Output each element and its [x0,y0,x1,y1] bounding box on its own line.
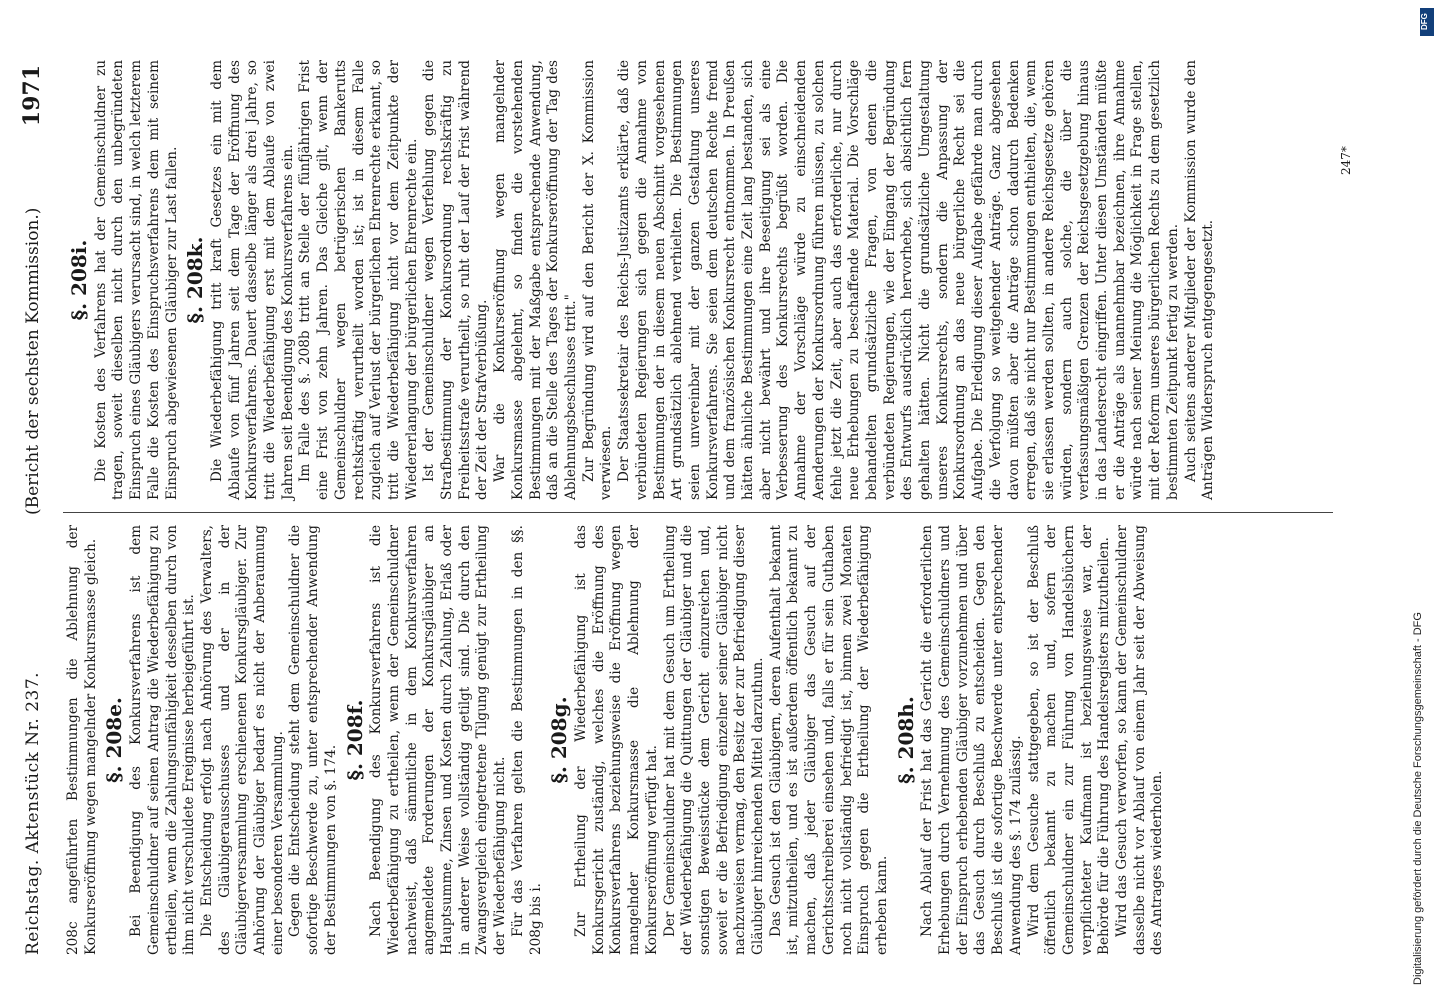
right-column [65,60,1218,500]
page-number: 1971 [19,65,45,127]
section-heading: §. 208k. [183,236,208,324]
paragraph: Zur Ertheilung der Wiederbefähigung ist das Konkursgericht zuständig, welches die Eröffnung des Konkursverfahrens beziehungsweise die Eröffnung wegen mangelnder Konkursmasse die Ablehnung der Konkurseröffnung verfügt hat. [572,525,660,955]
dfg-logo: DFG [1420,8,1434,36]
page-header [15,55,59,955]
column-divider [63,512,1333,513]
paragraph: Die Wiederbefähigung tritt kraft Gesetzes ein mit dem Ablaufe von fünf Jahren seit dem Tage der Eröffnung des Konkursverfahrens. Dauert dasselbe länger als drei Jahre, so tritt die Wiederbefähigung erst mit dem Ablaufe von zwei Jahren seit Beendigung des Konkursverfahrens ein. [208,60,296,500]
section-heading: §. 208g. [547,696,572,784]
section-heading: §. 208i. [67,239,91,321]
paragraph: Die Kosten des Verfahrens hat der Gemeinschuldner zu tragen, soweit dieselben nicht durch den unbegründeten Einspruch eines Gläubigers verursacht sind, in welch letzterem Falle die Kosten des Einspruchsverfahrens dem mit seinem Einspruch abgewiesenen Gläubiger zur Last fallen. [92,60,180,500]
header-left: Reichstag. Aktenstück Nr. 237. [23,671,43,955]
section-heading: §. 208e. [102,697,127,783]
paragraph: Gegen die Entscheidung steht dem Gemeinschuldner die sofortige Beschwerde zu, unter entsprechender Anwendung der Bestimmungen von §. 174. [287,525,339,955]
section-heading: §. 208f. [342,699,367,781]
paragraph: Zur Begründung wird auf den Bericht der X. Kommission verwiesen. [580,60,615,500]
paragraph: Nach Ablauf der Frist hat das Gericht die erforderlichen Erhebungen durch Vernehmung des Gemeinschuldners und der Einspruch erhebenden Gläubiger vorzunehmen und über das Gesuch durch Beschluß zu entscheiden. Gegen den Beschluß ist die sofortige Beschwerde unter entsprechender Anwendung des §. 174 zulässig. [919,525,1024,955]
paragraph: Auch seitens anderer Mitglieder der Kommission wurde den Anträgen Widerspruch entgegengesetzt. [1182,60,1217,500]
paragraph: Das Gesuch ist den Gläubigern, deren Aufenthalt bekannt ist, mitzutheilen, und es ist außerdem öffentlich bekannt zu machen, daß jeder Gläubiger das Gesuch auf der Gerichtsschreiberei einsehen und, falls er für sein Guthaben noch nicht vollständig befriedigt ist, binnen zwei Monaten Einspruch gegen die Ertheilung der Wiederbefähigung erheben kann. [767,525,890,955]
paragraph: Ist der Gemeinschuldner wegen Verfehlung gegen die Strafbestimmung der Konkursordnung rechtskräftig zu Freiheitsstrafe verurtheilt, so ruht der Lauf der Frist während der Zeit der Strafverbüßung. [421,60,491,500]
section-heading: §. 208h. [893,696,918,784]
paragraph: Für das Verfahren gelten die Bestimmungen in den §§. 208g bis i. [509,525,544,955]
paragraph: Im Falle des §. 208b tritt an Stelle der fünfjährigen Frist eine Frist von zehn Jahren. Das Gleiche gilt, wenn der Gemeinschuldner wegen betrügerischen Bankerutts rechtskräftig verurtheilt worden ist; ist in diesem Falle zugleich auf Verlust der bürgerlichen Ehrenrechte erkannt, so tritt die Wiederbefähigung nicht vor dem Zeitpunkte der Wiedererlangung der bürgerlichen Ehrenrechte ein. [297,60,420,500]
paragraph: Nach Beendigung des Konkursverfahrens ist die Wiederbefähigung zu ertheilen, wenn der Gemeinschuldner nachweist, daß sämmtliche in dem Konkursverfahren angemeldete Forderungen der Konkursgläubiger an Hauptsumme, Zinsen und Kosten durch Zahlung, Erlaß oder in anderer Weise vollständig getilgt sind. Die durch den Zwangsvergleich eingetretene Tilgung genügt zur Ertheilung der Wiederbefähigung nicht. [368,525,509,955]
paragraph: Der Staatssekretair des Reichs-Justizamts erklärte, daß die verbündeten Regierungen sich gegen die Annahme von Bestimmungen der in diesem neuen Abschnitt vorgesehenen Art grundsätzlich ablehnend verhielten. Die Bestimmungen seien unvereinbar mit der ganzen Gestaltung unseres Konkursverfahrens. Sie seien dem deutschen Rechte fremd und dem französischen Konkursrecht entnommen. In Preußen hätten ähnliche Bestimmungen eine Zeit lang bestanden, sich aber nicht bewährt und ihre Beseitigung sei als eine Verbesserung des Konkursrechts begrüßt worden. Die Annahme der Vorschläge würde zu einschneidenden Aenderungen der Konkursordnung führen müssen, zu solchen fehle jetzt die Zeit, aber auch das erforderliche, nur durch neue Erhebungen zu beschaffende Material. Die Vorschläge behandelten grundsätzliche Fragen, von denen die verbündeten Regierungen, wie der Eingang der Begründung des Entwurfs ausdrücklich hervorhebe, sich absichtlich fern gehalten hätten. Nicht die grundsätzliche Umgestaltung unseres Konkursrechts, sondern die Anpassung der Konkursordnung an das neue bürgerliche Recht sei die Aufgabe. Die Erledigung dieser Aufgabe gefährde man durch die Verfolgung so weitgehender Anträge. Ganz abgesehen davon müßten aber die Anträge schon dadurch Bedenken erregen, daß sie nicht nur Bestimmungen enthielten, die, wenn sie erlassen werden sollten, in andere Reichsgesetze gehören würden, sondern auch solche, die über die verfassungsmäßigen Grenzen der Reichsgesetzgebung hinaus in das Landesrecht eingriffen. Unter diesen Umständen müßte er die Anträge als unannehmbar bezeichnen, ihre Annahme würde nach seiner Meinung die Möglichkeit in Frage stellen, mit der Reform unseres bürgerlichen Rechts zu dem gesetzlich bestimmten Zeitpunkt fertig zu werden. [616,60,1181,500]
sidebar-credit: Digitalisierung gefördert durch die Deutsche Forschungsgemeinschaft - DFG [1412,612,1424,985]
header-center: (Bericht der sechsten Kommission.) [23,207,43,515]
paragraph: Der Gemeinschuldner hat mit dem Gesuch um Ertheilung der Wiederbefähigung die Quittungen der Gläubiger und die sonstigen Beweisstücke dem Gericht einzureichen und, soweit er die Befriedigung einzelner seiner Gläubiger nicht nachzuweisen vermag, den Besitz der zur Befriedigung dieser Gläubiger hinreichenden Mittel darzuthun. [661,525,767,955]
paragraph: Die Entscheidung erfolgt nach Anhörung des Verwalters, des Gläubigerausschusses und der in der Gläubigerversammlung erschienenen Konkursgläubiger. Zur Anhörung der Gläubiger bedarf es nicht der Anberaumung einer besonderen Versammlung. [198,525,286,955]
left-column [65,525,1167,955]
paragraph: Wird das Gesuch verworfen, so kann der Gemeinschuldner dasselbe nicht vor Ablauf von einem Jahr seit der Abweisung des Antrages wiederholen. [1114,525,1166,955]
paragraph: 208c angeführten Bestimmungen die Ablehnung der Konkurseröffnung wegen mangelnder Konkursmasse gleich. [65,525,99,955]
paragraph: Wird dem Gesuche stattgegeben, so ist der Beschluß öffentlich bekannt zu machen und, sofern der Gemeinschuldner ein zur Führung von Handelsbüchern verpflichteter Kaufmann ist beziehungsweise war, der Behörde für die Führung des Handelsregisters mitzutheilen. [1025,525,1113,955]
footnote-number: 247* [1339,146,1353,175]
rotated-page-content [15,35,1375,965]
paragraph: War die Konkurseröffnung wegen mangelnder Konkursmasse abgelehnt, so finden die vorstehenden Bestimmungen mit der Maßgabe entsprechende Anwendung, daß an die Stelle des Tages der Konkurseröffnung der Tag des Ablehnungsbeschlusses tritt." [492,60,579,500]
paragraph: Bei Beendigung des Konkursverfahrens ist dem Gemeinschuldner auf seinen Antrag die Wiederbefähigung zu ertheilen, wenn die Zahlungsunfähigkeit desselben durch von ihm nicht verschuldete Ereignisse herbeigeführt ist. [128,525,198,955]
